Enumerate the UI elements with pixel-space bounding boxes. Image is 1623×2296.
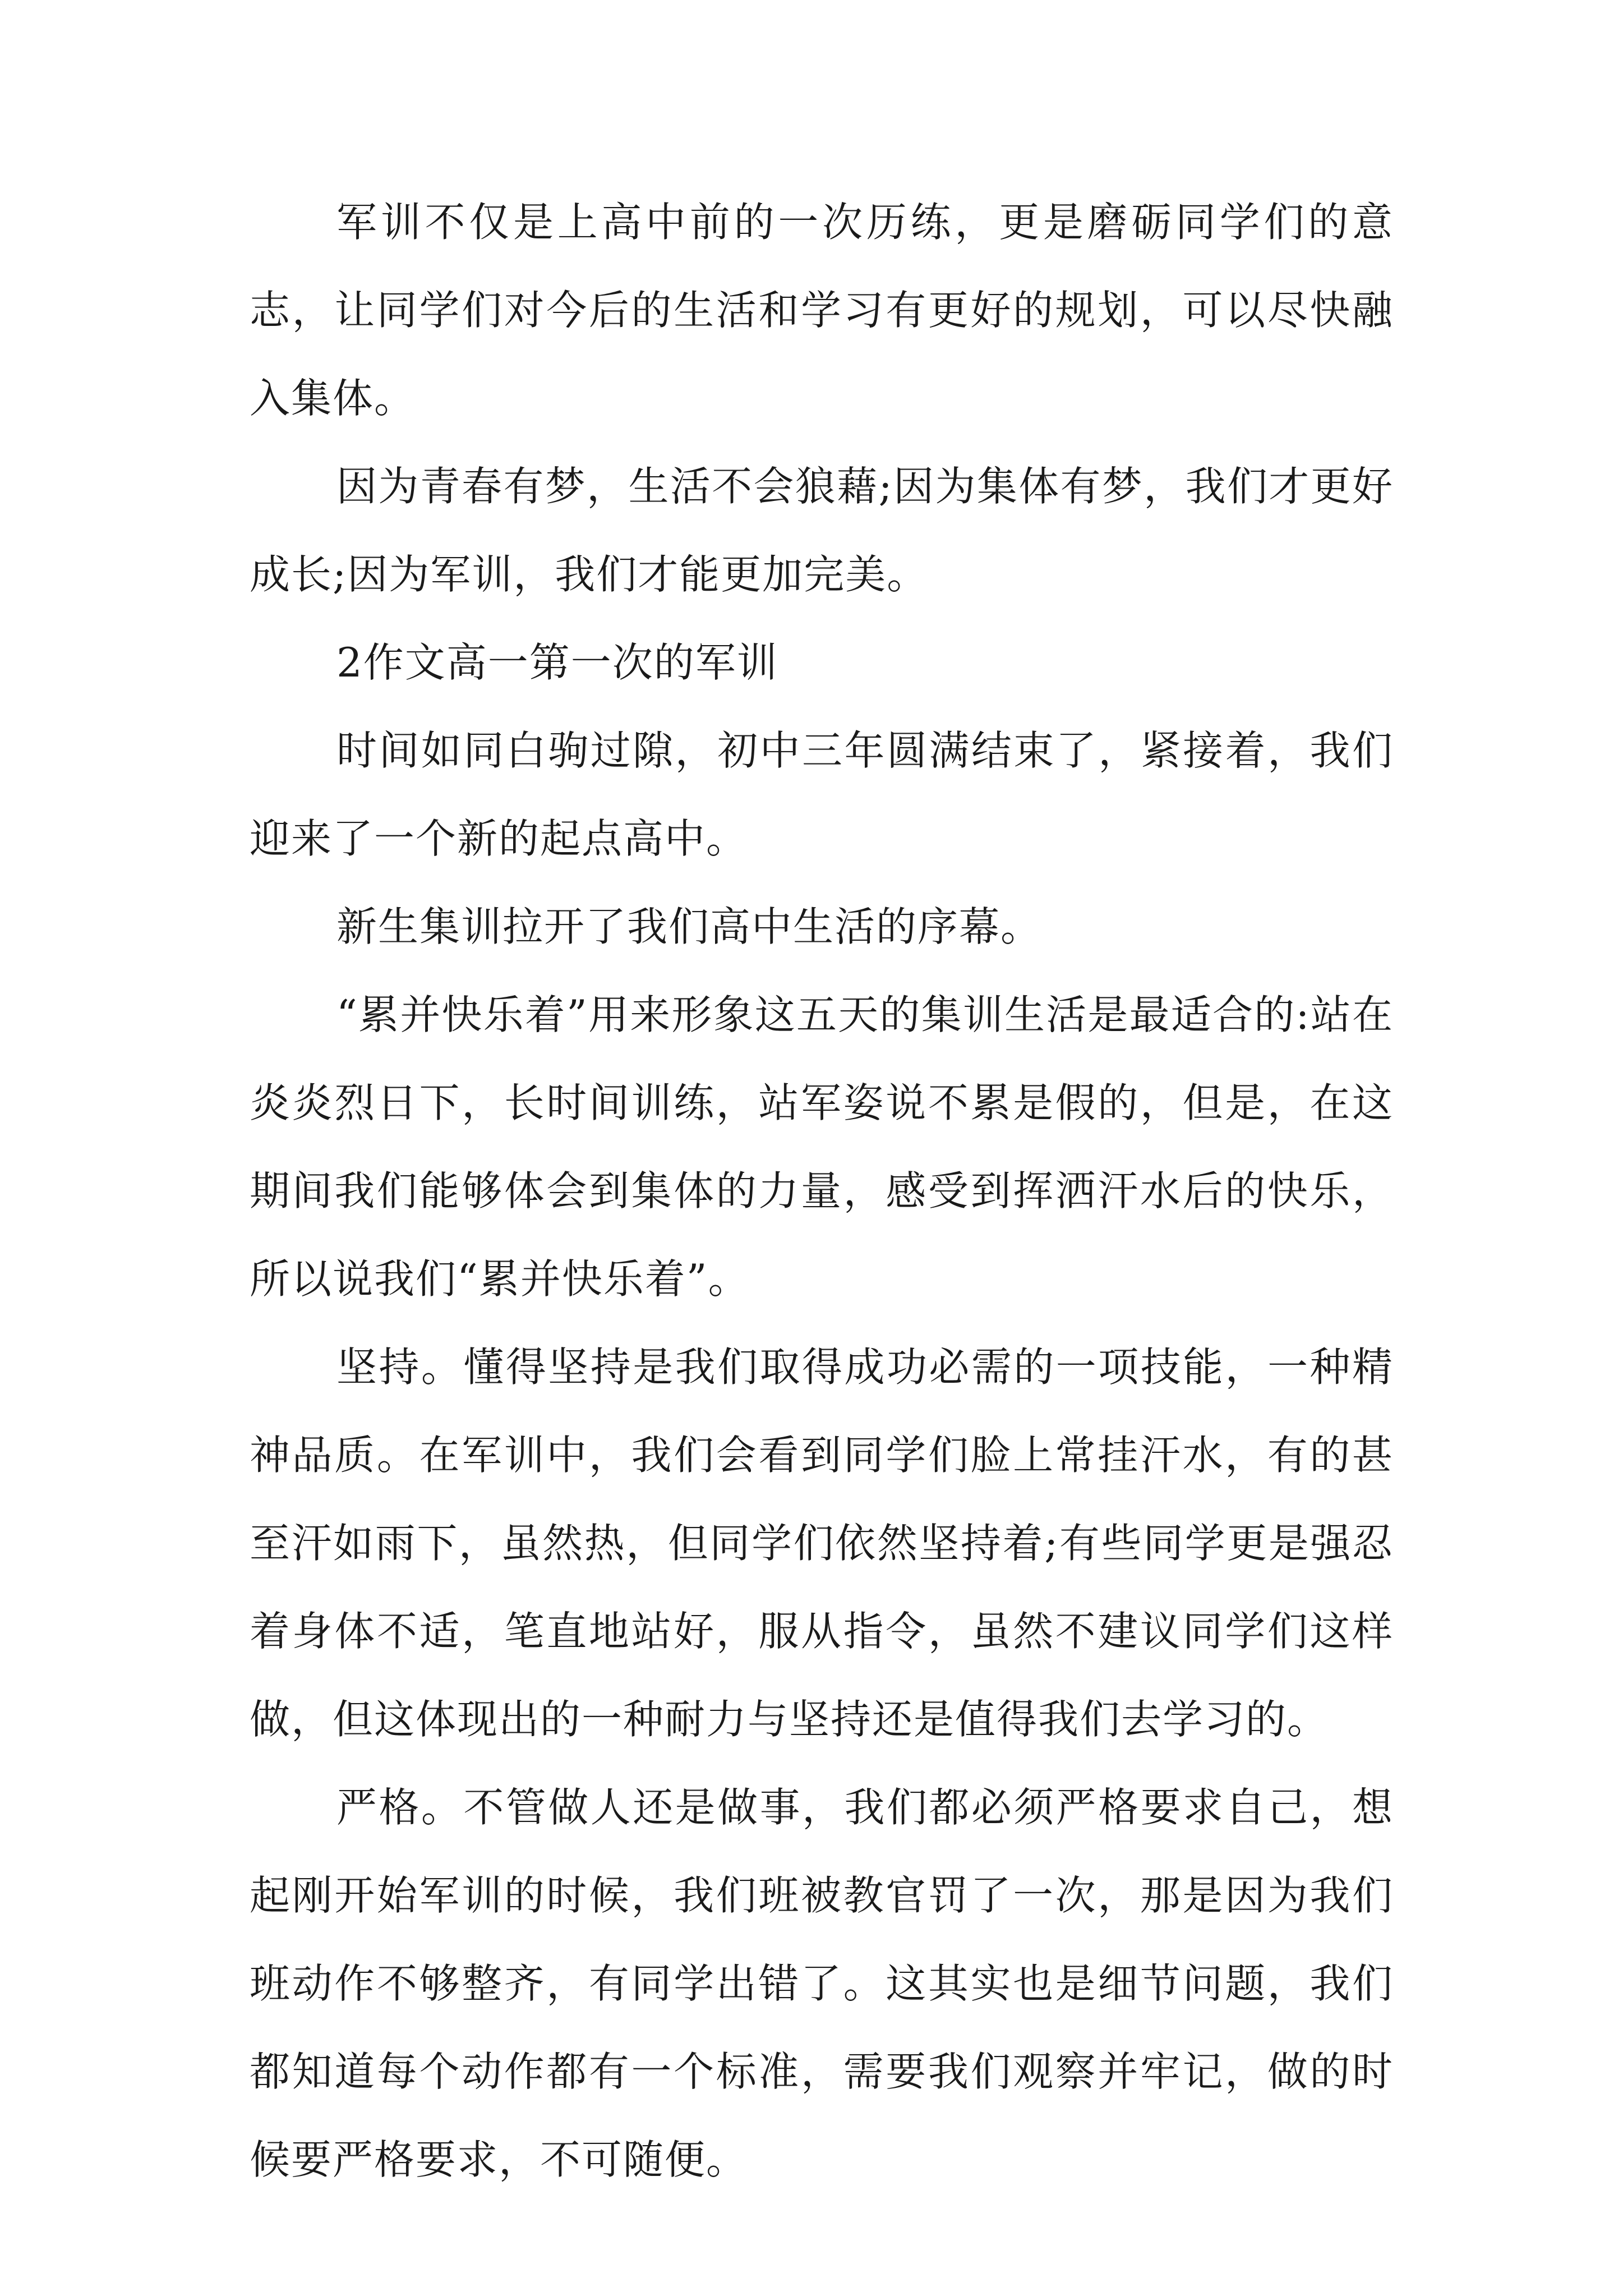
paragraph-new-student-training: 新生集训拉开了我们高中生活的序幕。 (336, 903, 1043, 950)
paragraph-military-training-significance: 军训不仅是上高中前的一次历练，更是磨砺同学们的意志，让同学们对今后的生活和学习有更好的规划，可以尽快融入集体。 (250, 199, 1394, 422)
document-body (250, 178, 1394, 2204)
paragraph-tired-but-happy: “累并快乐着”用来形象这五天的集训生活是最适合的:站在炎炎烈日下，长时间训练，站军姿说不累是假的，但是，在这期间我们能够体会到集体的力量，感受到挥洒汗水后的快乐，所以说我们“累并快乐着”。 (250, 991, 1394, 1303)
paragraph-strictness: 严格。不管做人还是做事，我们都必须严格要求自己，想起刚开始军训的时候，我们班被教官罚了一次，那是因为我们班动作不够整齐，有同学出错了。这其实也是细节问题，我们都知道每个动作都有一个标准，需要我们观察并牢记，做的时候要严格要求，不可随便。 (250, 1784, 1394, 2183)
paragraph-time-passing: 时间如同白驹过隙，初中三年圆满结束了，紧接着，我们迎来了一个新的起点高中。 (250, 727, 1394, 862)
paragraph-persistence: 坚持。懂得坚持是我们取得成功必需的一项技能，一种精神品质。在军训中，我们会看到同学们脸上常挂汗水，有的甚至汗如雨下，虽然热，但同学们依然坚持着;有些同学更是强忍着身体不适，笔直地站好，服从指令，虽然不建议同学们这样做，但这体现出的一种耐力与坚持还是值得我们去学习的。 (250, 1343, 1394, 1743)
paragraph-youth-dream: 因为青春有梦，生活不会狼藉;因为集体有梦，我们才更好成长;因为军训，我们才能更加完美。 (250, 463, 1394, 598)
section-heading: 2作文高一第一次的军训 (336, 639, 778, 686)
